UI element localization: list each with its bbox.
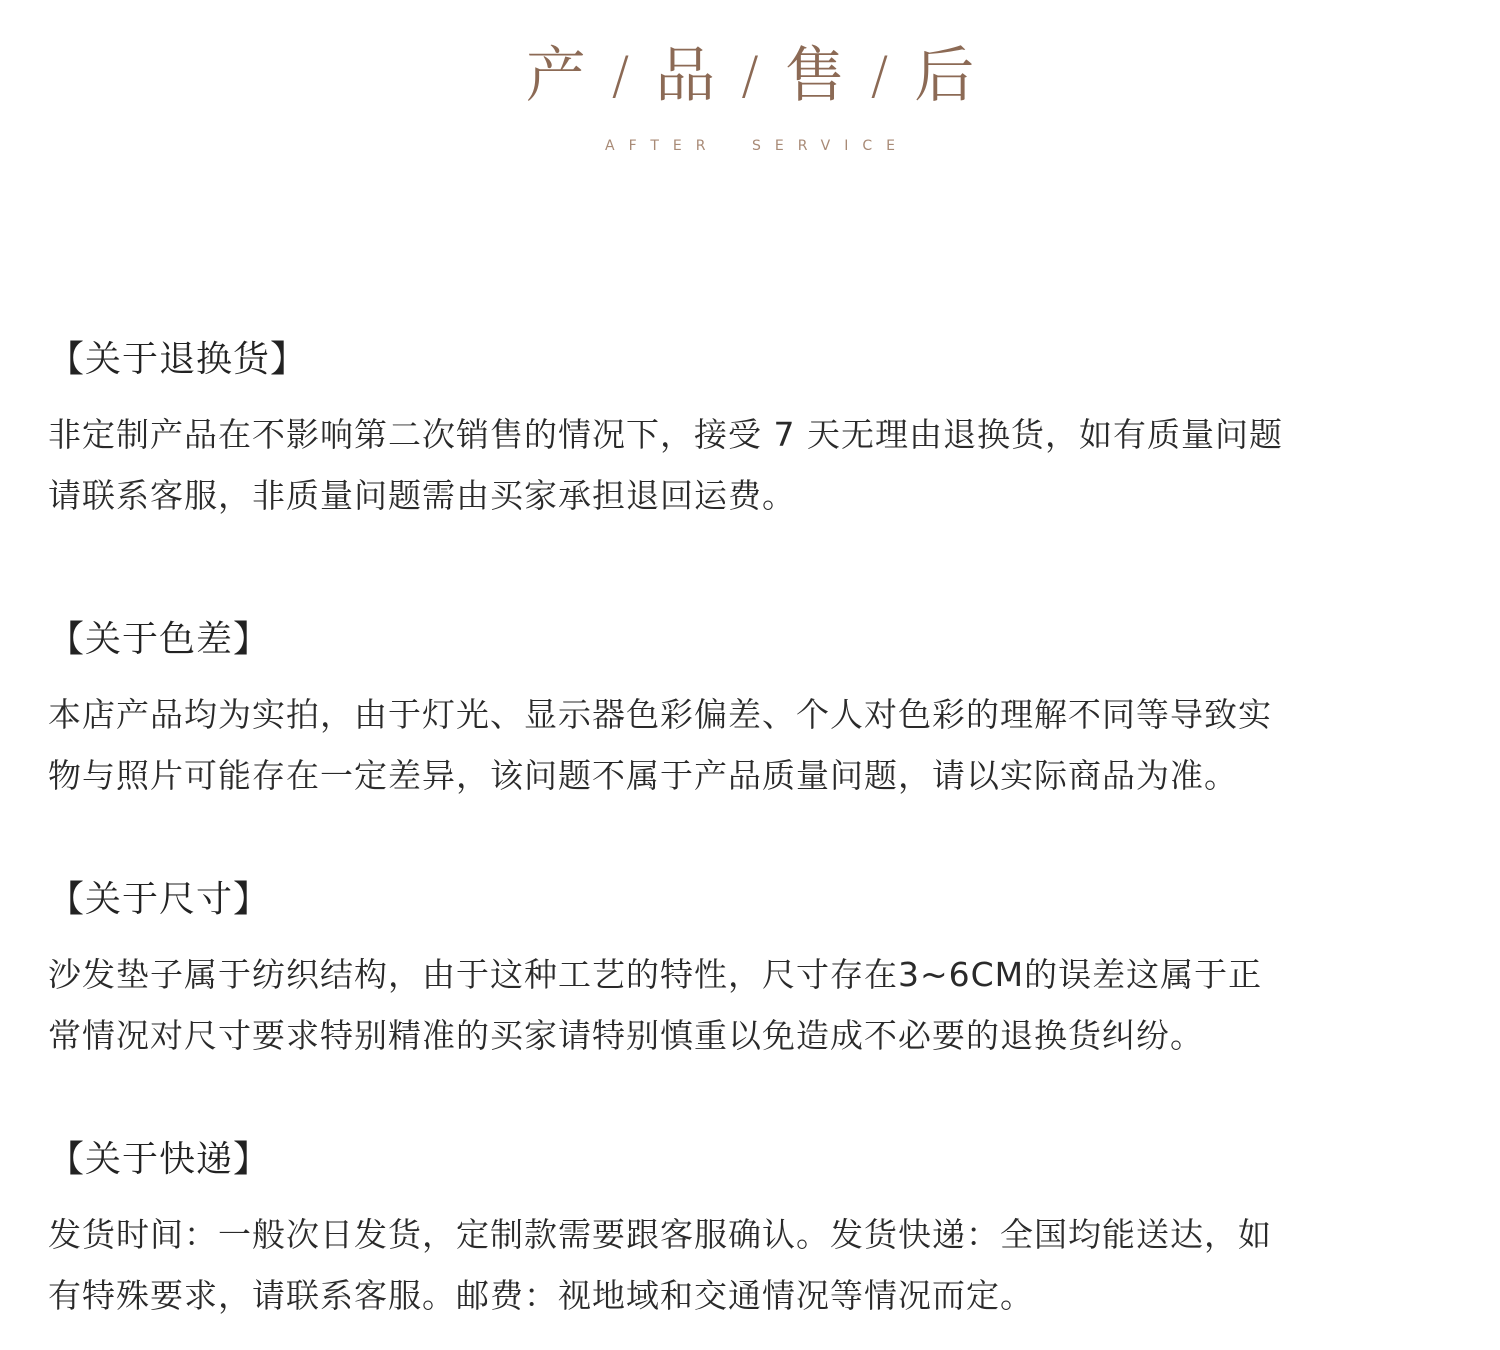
page-header xyxy=(0,40,1500,154)
title-char: 品 xyxy=(655,41,716,111)
section-text-line: 沙发垫子属于纺织结构，由于这种工艺的特性，尺寸存在3~6CM的误差这属于正 xyxy=(48,955,1263,994)
section-size xyxy=(48,878,1468,1066)
section-shipping xyxy=(48,1138,1468,1326)
title-char: 后 xyxy=(914,41,975,111)
section-text-line: 常情况对尺寸要求特别精准的买家请特别慎重以免造成不必要的退换货纠纷。 xyxy=(48,1016,1204,1055)
title-char: 产 xyxy=(525,41,586,111)
section-text-line: 物与照片可能存在一定差异，该问题不属于产品质量问题，请以实际商品为准。 xyxy=(48,756,1238,795)
section-text-line: 本店产品均为实拍，由于灯光、显示器色彩偏差、个人对色彩的理解不同等导致实 xyxy=(48,695,1272,734)
section-text-line: 请联系客服，非质量问题需由买家承担退回运费。 xyxy=(48,476,796,515)
section-heading: 【关于退换货】 xyxy=(48,339,308,380)
section-text-line: 有特殊要求，请联系客服。邮费：视地域和交通情况等情况而定。 xyxy=(48,1276,1034,1315)
section-heading: 【关于尺寸】 xyxy=(48,879,271,920)
title-separator: / xyxy=(741,46,759,106)
page-title xyxy=(0,40,1500,112)
section-returns xyxy=(48,338,1468,526)
title-separator: / xyxy=(611,46,630,106)
section-color-difference xyxy=(48,618,1468,806)
section-text-line: 非定制产品在不影响第二次销售的情况下，接受 7 天无理由退换货，如有质量问题 xyxy=(48,415,1283,454)
page-subtitle: AFTER SERVICE xyxy=(605,138,909,154)
section-text-line: 发货时间：一般次日发货，定制款需要跟客服确认。发货快递：全国均能送达，如 xyxy=(48,1215,1272,1254)
title-separator: / xyxy=(870,46,889,106)
section-heading: 【关于色差】 xyxy=(48,619,271,660)
title-char: 售 xyxy=(784,41,845,111)
section-heading: 【关于快递】 xyxy=(48,1139,271,1180)
